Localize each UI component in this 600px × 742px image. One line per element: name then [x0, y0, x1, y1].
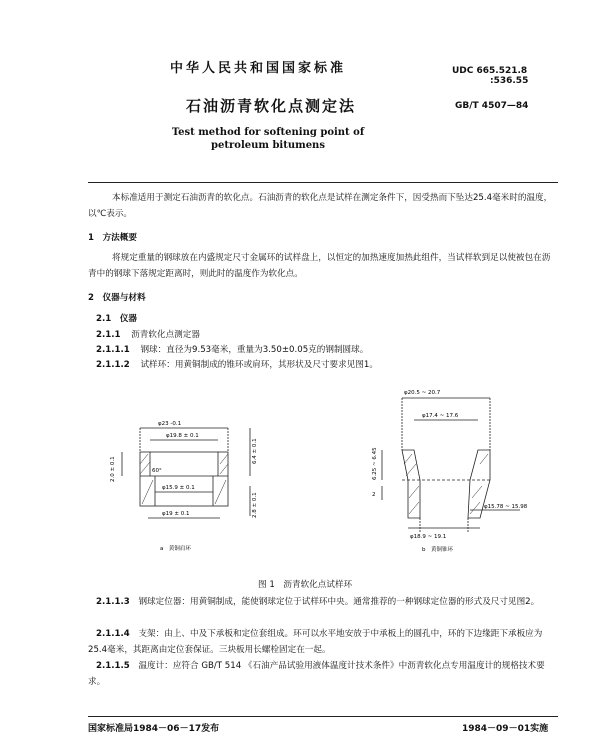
dim-a-inner-top: φ19.8 ± 0.1	[166, 433, 199, 439]
udc-line-1: UDC 665.521.8	[452, 66, 528, 76]
figure-1-caption: 图 1 沥青软化点试样环	[258, 580, 353, 590]
section-text: 支架：由上、中及下承板和定位套组成。环可以水平地安放于中承板上的圆孔中，环的下边缘距下承板应为25.4毫米，其距离由定位套保证。三块板用长螺栓固定在一起。	[88, 629, 543, 655]
section-2-1-heading: 2.1 仪器	[96, 314, 138, 324]
dim-b-inner-top: φ17.4 ~ 17.6	[422, 413, 459, 419]
standard-organization: 中华人民共和国国家标准	[170, 61, 347, 76]
section-2-1-1-1	[96, 342, 368, 358]
ring-a-shoulder-ring	[122, 428, 250, 518]
section-2-1-1-4	[88, 626, 554, 658]
issue-date: 国家标准局1984－06－17发布	[88, 724, 220, 734]
figure-a-label: a 黄铜肩环	[160, 546, 191, 552]
ring-a-outline	[140, 452, 228, 506]
section-number: 2.1.1.2	[96, 360, 130, 370]
section-number: 2.1.1	[96, 330, 121, 340]
dim-b-bottom: φ18.9 ~ 19.1	[410, 534, 447, 540]
section-text: 温度计：应符合 GB/T 514 《石油产品试验用液体温度计技术条件》中沥青软化点专用温度计的规格技术要求。	[88, 661, 545, 687]
section-text: 试样环：用黄铜制成的锥环或肩环，其形状及尺寸要求见图1。	[140, 360, 378, 370]
dim-b-small: 2	[372, 492, 376, 498]
dim-a-left-height: 2.0 ± 0.1	[110, 456, 116, 482]
footer-rule	[88, 716, 558, 717]
document-title-en	[168, 126, 368, 152]
section-text: 钢球定位器：用黄铜制成，能使钢球定位于试样环中央。通常推荐的一种钢球定位器的形式及尺寸见图2。	[138, 597, 540, 607]
gb-standard-number: GB/T 4507—84	[455, 101, 529, 111]
document-title-cn: 石油沥青软化点测定法	[186, 97, 357, 115]
title-en-line-2: petroleum bitumens	[211, 140, 325, 151]
intro-paragraph: 本标准适用于测定石油沥青的软化点。石油沥青的软化点是试样在测定条件下，因受热而下坠达25.4毫米时的温度，以℃表示。	[88, 193, 553, 219]
ring-b-left-wall	[402, 450, 420, 518]
section-1-heading: 1 方法概要	[88, 233, 137, 243]
dim-a-bottom: φ19 ± 0.1	[162, 511, 190, 517]
section-text: 沥青软化点测定器	[131, 330, 200, 340]
effective-date: 1984－09－01实施	[462, 724, 549, 734]
dim-a-right-height: 6.4 ± 0.1	[252, 438, 258, 464]
dim-b-top: φ20.5 ~ 20.7	[404, 390, 441, 396]
udc-line-2: :536.55	[490, 76, 529, 86]
section-1-text: 将规定重量的钢球放在内盛规定尺寸金属环的试样盘上，以恒定的加热速度加热此组件，当试样软到足以使被包在沥青中的钢球下落规定距离时，则此时的温度作为软化点。	[88, 253, 551, 279]
dim-a-top: φ23 -0.1	[158, 421, 182, 427]
section-number: 2.1.1.4	[96, 629, 130, 639]
udc-number	[452, 66, 528, 86]
dim-a-angle: 60°	[152, 468, 162, 474]
section-2-1-1-5	[88, 658, 554, 690]
section-2-1-1-3	[88, 594, 554, 610]
figure-b-label: b 黄铜锥环	[422, 547, 453, 553]
section-number: 2.1.1.3	[96, 597, 130, 607]
figure-1-diagram	[100, 368, 560, 583]
dim-b-inner-bottom: φ15.78 ~ 15.98	[484, 504, 528, 510]
title-en-line-1: Test method for softening point of	[171, 127, 365, 138]
section-number: 2.1.1.5	[96, 661, 130, 671]
section-2-1-1	[96, 327, 200, 343]
dim-b-left-height: 6.25 ~ 6.45	[372, 447, 378, 480]
section-number: 2.1.1.1	[96, 345, 130, 355]
dim-a-inner-bottom: φ15.9 ± 0.1	[162, 485, 195, 491]
ring-a-hatch	[140, 454, 228, 504]
dim-a-bottom-height: 2.8 ± 0.1	[252, 492, 258, 518]
header-rule	[88, 182, 558, 183]
section-text: 钢球：直径为9.53毫米，重量为3.50±0.05克的钢制圆球。	[140, 345, 369, 355]
section-2-heading: 2 仪器与材料	[88, 293, 146, 303]
